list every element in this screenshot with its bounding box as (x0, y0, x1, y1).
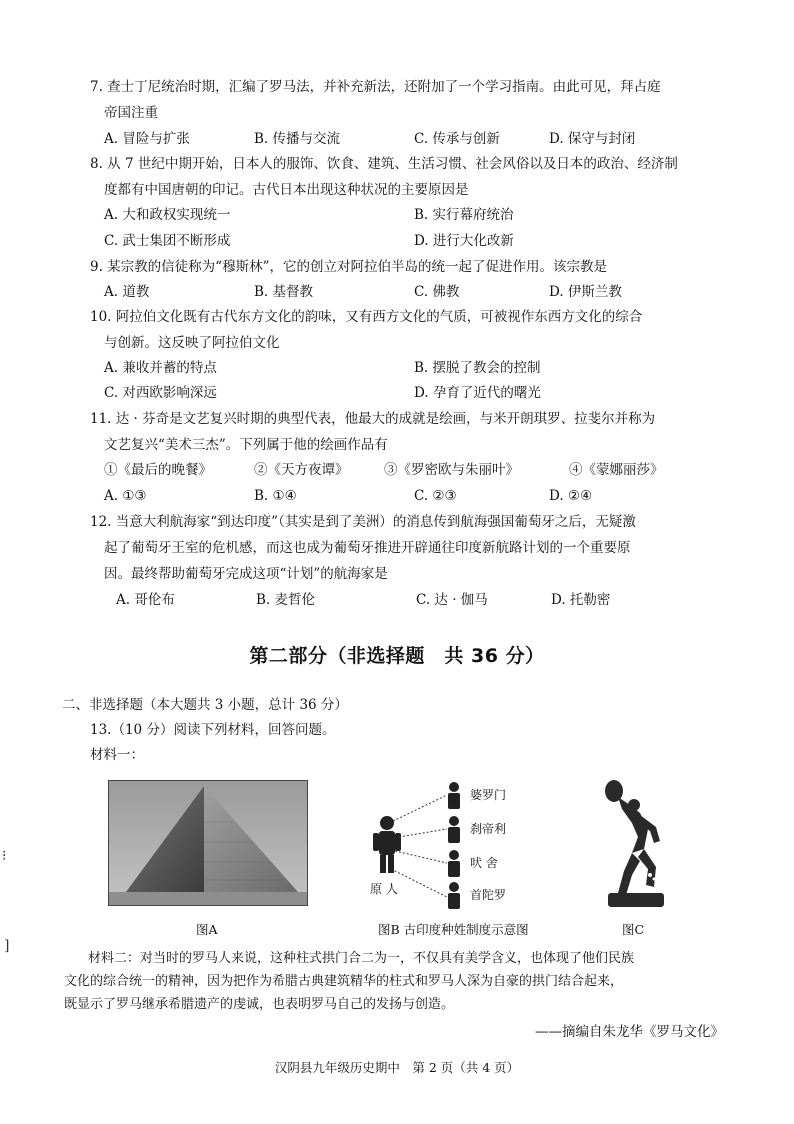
q12-option-b: B. 麦哲伦 (256, 592, 316, 608)
caste-label-brahmin: 婆罗门 (470, 788, 507, 802)
q11-stem-line-2: 文艺复兴“美术三杰”。下列属于他的绘画作品有 (104, 437, 388, 453)
caste-label-kshatriya: 刹帝利 (470, 822, 507, 836)
figure-b-caption: 图B 古印度种姓制度示意图 (378, 922, 529, 937)
q8-option-a: A. 大和政权实现统一 (104, 207, 231, 223)
q10-option-b: B. 摆脱了教会的控制 (414, 360, 541, 376)
page-footer: 汉阴县九年级历史期中 第 2 页（共 4 页） (274, 1060, 520, 1075)
q9-option-c: C. 佛教 (414, 284, 460, 300)
q12-option-a: A. 哥伦布 (116, 592, 175, 608)
q13-stem: 13.（10 分）阅读下列材料，回答问题。 (90, 722, 336, 738)
binding-mark-top: ⁝ (2, 848, 7, 864)
caste-label-vaishya: 吠 舍 (470, 856, 498, 870)
figure-a-caption: 图A (196, 922, 218, 937)
part2-heading: 二、非选择题（本大题共 3 小题，总计 36 分） (62, 697, 348, 713)
q8-option-d: D. 进行大化改新 (414, 233, 514, 249)
material1-label: 材料一： (90, 747, 144, 763)
figure-a-pyramid-photo (108, 780, 308, 906)
origin-label: 原 人 (370, 882, 398, 896)
q11-option-c: C. ②③ (414, 488, 457, 504)
q12-option-d: D. 托勒密 (551, 592, 611, 608)
q8-option-c: C. 武士集团不断形成 (104, 233, 231, 249)
q11-item-1: ①《最后的晚餐》 (104, 462, 212, 478)
q8-stem-line-1: 8. 从 7 世纪中期开始，日本人的服饰、饮食、建筑、生活习惯、社会风俗以及日本的政治、经济制 (90, 156, 678, 172)
figure-c-caption: 图C (622, 922, 645, 937)
q7-option-b: B. 传播与交流 (254, 131, 341, 147)
material2-line-1: 材料二：对当时的罗马人来说，这种柱式拱门合二为一，不仅具有美学含义，也体现了他们民族 (88, 951, 635, 966)
q7-stem-line-2: 帝国注重 (104, 105, 158, 121)
q7-stem-line-1: 7. 查士丁尼统治时期，汇编了罗马法，并补充新法，还附加了一个学习指南。由此可见，拜占庭 (90, 79, 661, 95)
q9-option-d: D. 伊斯兰教 (549, 284, 622, 300)
material2-paragraph (64, 947, 635, 1016)
q8-stem-line-2: 度都有中国唐朝的印记。古代日本出现这种状况的主要原因是 (104, 182, 469, 198)
binding-mark-bottom: ] (4, 938, 10, 954)
q8-option-b: B. 实行幕府统治 (414, 207, 514, 223)
figure-c-discus-thrower-statue (598, 775, 678, 915)
material2-line-2: 文化的综合统一的精神，因为把作为希腊古典建筑精华的柱式和罗马人深为自豪的拱门结合起来， (64, 974, 624, 989)
caste-label-shudra: 首陀罗 (470, 888, 507, 902)
q9-option-a: A. 道教 (104, 284, 150, 300)
q10-stem-line-2: 与创新。这反映了阿拉伯文化 (104, 335, 280, 351)
q10-stem-line-1: 10. 阿拉伯文化既有古代东方文化的韵味，又有西方文化的气质，可被视作东西方文化的综合 (90, 309, 643, 325)
q9-option-b: B. 基督教 (254, 284, 314, 300)
q11-item-3: ③《罗密欧与朱丽叶》 (384, 462, 519, 478)
q12-stem-line-2: 起了葡萄牙王室的危机感，而这也成为葡萄牙推进开辟通往印度新航路计划的一个重要原 (104, 540, 631, 556)
q11-option-d: D. ②④ (549, 488, 593, 504)
q11-stem-line-1: 11. 达 · 芬奇是文艺复兴时期的典型代表，他最大的成就是绘画，与米开朗琪罗、拉斐尔并称为 (90, 411, 656, 427)
q10-option-d: D. 孕育了近代的曙光 (414, 385, 541, 401)
q9-stem: 9. 某宗教的信徒称为“穆斯林”，它的创立对阿拉伯半岛的统一起了促进作用。该宗教是 (90, 259, 607, 275)
material2-line-3: 既显示了罗马继承希腊遗产的虔诚，也表明罗马自己的发扬与创造。 (64, 997, 455, 1012)
q7-option-a: A. 冒险与扩张 (104, 131, 190, 147)
material2-source: ——摘编自朱龙华《罗马文化》 (535, 1024, 724, 1040)
q11-option-b: B. ①④ (254, 488, 297, 504)
q7-option-d: D. 保守与封闭 (549, 131, 636, 147)
q11-item-2: ②《天方夜谭》 (254, 462, 349, 478)
q12-stem-line-1: 12. 当意大利航海家“到达印度”（其实是到了美洲）的消息传到航海强国葡萄牙之后，无疑激 (90, 514, 636, 530)
q10-option-a: A. 兼收并蓄的特点 (104, 360, 217, 376)
q10-option-c: C. 对西欧影响深远 (104, 385, 217, 401)
q12-stem-line-3: 因。最终帮助葡萄牙完成这项“计划”的航海家是 (104, 566, 388, 582)
q7-option-c: C. 传承与创新 (414, 131, 500, 147)
q11-option-a: A. ①③ (104, 488, 147, 504)
section-title: 第二部分（非选择题 共 36 分） (249, 645, 545, 667)
q11-item-4: ④《蒙娜丽莎》 (569, 462, 664, 478)
q12-option-c: C. 达 · 伽马 (416, 592, 488, 608)
